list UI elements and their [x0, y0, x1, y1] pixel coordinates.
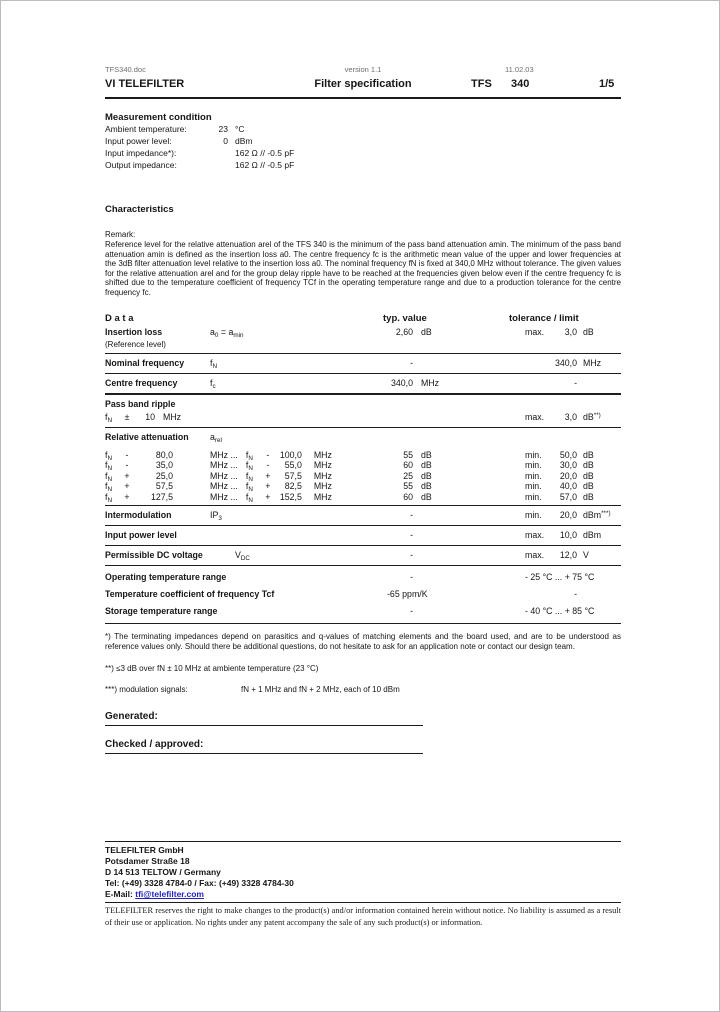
table-header: [105, 311, 621, 326]
frequency-range: $f_N$ + 127,5 MHz ... $f_N$ + 152,5 MHz: [105, 491, 332, 504]
row-label: Input power level:: [105, 136, 172, 146]
doc-title: Filter specification: [314, 78, 412, 90]
page-footer: [105, 841, 621, 928]
remark-text: Reference level for the relative attenuation arel of the TFS 340 is the minimum of the pass band attenuation amin. The minimum of the pass band attenuation amin is defined as the insertion loss a0. The centre frequency fc is the arithmetic mean value of the upper and lower frequencies at the 3dB filter attenuation level relative to the insertion loss a0. The nominal frequency fN is fixed at 340,0 MHz without tolerance. The given values for the relative attenuation arel and for the group delay ripple have to be reached at the frequencies given below even if the centre frequency fc is shifted due to the temperature coefficient of frequency TCf in the operating temperature range and due to a production tolerance for the centre frequency fc.: [105, 240, 621, 297]
rule: [105, 373, 621, 374]
param-name: Relative attenuation: [105, 431, 189, 442]
measurement-condition-section: [105, 112, 621, 171]
row-label: Output impedance:: [105, 160, 177, 170]
product-series: TFS: [471, 78, 492, 90]
table-row-freq-5: $f_N$ + 127,5 MHz ... $f_N$ + 152,5 MHz 60 dB min. 57,0 dB: [105, 491, 594, 504]
rule: [105, 353, 621, 354]
measurement-row: [105, 147, 621, 159]
tol-unit: dB**): [583, 411, 601, 422]
doc-version: version 1.1: [344, 65, 382, 74]
param-symbol: $f_c$: [210, 377, 216, 390]
param-name: Permissible DC voltage: [105, 550, 203, 561]
footnote-1: *) The terminating impedances depend on parasitics and q-values of matching elements and the board used, and are to be understood as reference values only. Should there be additional questions, do not hesitate to ask for an application note or contact our design team.: [105, 632, 621, 651]
table-row-input-power: Input power level - max. 10,0 dBm: [105, 530, 602, 541]
param-name: Intermodulation: [105, 510, 172, 521]
checked-approved-line: [105, 739, 423, 754]
tol-value: 340,0: [554, 357, 577, 368]
table-row-freq-3: $f_N$ + 25,0 MHz ... $f_N$ + 57,5 MHz 25 dB min. 20,0 dB: [105, 470, 594, 483]
footnote-2: **) ≤3 dB over fN ± 10 MHz at ambiente temperature (23 °C): [105, 664, 319, 674]
tol-unit: MHz: [583, 357, 602, 368]
tol-prefix: max.: [525, 411, 545, 422]
typ-unit: dB: [421, 326, 432, 337]
footer-email-row: [105, 889, 621, 900]
table-row-freq-4: $f_N$ + 57,5 MHz ... $f_N$ + 82,5 MHz 55 dB min. 40,0 dB: [105, 481, 594, 494]
table-row-freq-2: $f_N$ - 35,0 MHz ... $f_N$ - 55,0 MHz 60 dB min. 30,0 dB: [105, 460, 594, 473]
table-row-operating-temp: Operating temperature range - - 25 °C ... + 75 °C: [105, 569, 621, 586]
footer-company: TELEFILTER GmbH: [105, 845, 184, 855]
row-value: 23: [218, 124, 228, 134]
rule: [105, 545, 621, 546]
typ-value: 340,0: [390, 377, 413, 388]
table-row-nominal-frequency: [105, 357, 621, 370]
param-name: Input power level: [105, 530, 177, 541]
generated-label: Generated:: [105, 711, 158, 722]
table-row-storage-temp: Storage temperature range - - 40 °C ... + 85 °C: [105, 603, 621, 620]
rule: [105, 505, 621, 506]
row-label: Ambient temperature:: [105, 124, 187, 134]
rule: [105, 427, 621, 428]
section-title: Measurement condition: [105, 112, 212, 123]
rule: [105, 623, 621, 624]
row-unit: 162 Ω // -0.5 pF: [235, 160, 295, 170]
tol-value: - 40 °C ... + 85 °C: [525, 606, 595, 617]
param-name: Insertion loss: [105, 326, 163, 337]
typ-value: -: [410, 357, 413, 368]
tol-value: -: [574, 377, 577, 388]
remark-label: Remark:: [105, 230, 136, 239]
measurement-row: [105, 135, 621, 147]
company-name: VI TELEFILTER: [105, 78, 185, 90]
table-row-ripple-range: [105, 411, 621, 424]
frequency-range: $f_N$ + 57,5 MHz ... $f_N$ + 82,5 MHz: [105, 481, 332, 494]
param-name: Operating temperature range: [105, 572, 227, 583]
typ-value: 2,60: [395, 326, 413, 337]
header-meta-row: [105, 65, 621, 76]
param-name: Nominal frequency: [105, 357, 185, 368]
spec-table: [105, 311, 621, 625]
company-address-block: [105, 841, 621, 903]
row-value: [210, 147, 228, 159]
tol-unit: dB: [583, 326, 594, 337]
email-label: E-Mail:: [105, 889, 136, 899]
header-title-row: [105, 78, 621, 99]
frequency-range: $f_N$ ± 10 MHz: [105, 411, 182, 424]
email-link[interactable]: tfi@telefilter.com: [135, 889, 204, 899]
typ-value: -65 ppm/K: [387, 589, 428, 600]
footer-phone-fax: Tel: (+49) 3328 4784-0 / Fax: (+49) 3328 4784-30: [105, 878, 294, 888]
footnote-3-value: fN + 1 MHz and fN + 2 MHz, each of 10 dBm: [241, 685, 400, 695]
characteristics-section: [105, 204, 621, 298]
table-row-pass-band-ripple: [105, 398, 621, 411]
rule-thick: [105, 393, 621, 395]
param-subname: (Reference level): [105, 339, 166, 349]
row-label: Input impedance*):: [105, 148, 177, 158]
table-row-freq-1: $f_N$ - 80,0 MHz ... $f_N$ - 100,0 MHz 55 dB min. 50,0 dB: [105, 449, 594, 462]
table-row-insertion-loss: [105, 326, 621, 339]
param-symbol: $IP_3$: [210, 510, 222, 523]
measurement-row: [105, 123, 621, 135]
product-model: 340: [511, 78, 530, 90]
rule: [105, 565, 621, 566]
tol-prefix: max.: [525, 326, 545, 337]
doc-filename: TFS340.doc: [105, 65, 146, 74]
col-typ-value: typ. value: [383, 312, 427, 324]
tol-value: 3,0: [564, 411, 577, 422]
param-name: Centre frequency: [105, 377, 178, 388]
doc-date: 11.02.03: [505, 65, 534, 74]
rule: [105, 525, 621, 526]
table-row-relative-attenuation: [105, 431, 621, 444]
table-row-centre-frequency: [105, 377, 621, 390]
col-tolerance: tolerance / limit: [509, 312, 579, 324]
tol-value: - 25 °C ... + 75 °C: [525, 572, 595, 583]
param-symbol: $a_{rel}$: [210, 431, 222, 444]
row-unit: 162 Ω // -0.5 pF: [235, 148, 295, 158]
param-name: Storage temperature range: [105, 606, 218, 617]
section-title: Characteristics: [105, 204, 174, 215]
typ-unit: MHz: [421, 377, 440, 388]
measurement-row: [105, 159, 621, 171]
col-data: D a t a: [105, 312, 134, 324]
footnote-3: [105, 685, 621, 695]
table-row-tcf: Temperature coefficient of frequency Tcf -65 ppm/K -: [105, 586, 621, 603]
tol-value: 3,0: [564, 326, 577, 337]
row-value: 0: [223, 136, 228, 146]
param-symbol: $f_N$: [210, 357, 218, 370]
row-unit: dBm: [235, 136, 253, 146]
footer-city: D 14 513 TELTOW / Germany: [105, 867, 221, 877]
legal-disclaimer: TELEFILTER reserves the right to make changes to the product(s) and/or information contained herein without notice. No liability is assumed as a result of their use or application. No rights under any patent accompany the sale of any such product(s) or information.: [105, 906, 621, 927]
param-symbol: $V_{DC}$: [235, 550, 250, 563]
page-header: [105, 1, 621, 99]
row-value: [210, 159, 228, 171]
param-name: Pass band ripple: [105, 398, 176, 409]
footer-street: Potsdamer Straße 18: [105, 856, 190, 866]
param-symbol: $a_0 = a_{min}$: [210, 326, 244, 339]
table-row-intermodulation: Intermodulation $IP_3$ - min. 20,0 dBm***): [105, 510, 611, 523]
frequency-range: $f_N$ - 80,0 MHz ... $f_N$ - 100,0 MHz: [105, 449, 332, 462]
table-row-dc-voltage: Permissible DC voltage $V_{DC}$ - max. 12,0 V: [105, 550, 589, 563]
frequency-range: $f_N$ - 35,0 MHz ... $f_N$ - 55,0 MHz: [105, 460, 332, 473]
checked-approved-label: Checked / approved:: [105, 739, 204, 750]
footnote-3-label: ***) modulation signals:: [105, 685, 188, 695]
frequency-range: $f_N$ + 25,0 MHz ... $f_N$ + 57,5 MHz: [105, 470, 332, 483]
page-number: 1/5: [599, 78, 615, 90]
param-name: Temperature coefficient of frequency Tcf: [105, 589, 275, 600]
row-unit: °C: [235, 124, 245, 134]
generated-line: [105, 711, 423, 726]
